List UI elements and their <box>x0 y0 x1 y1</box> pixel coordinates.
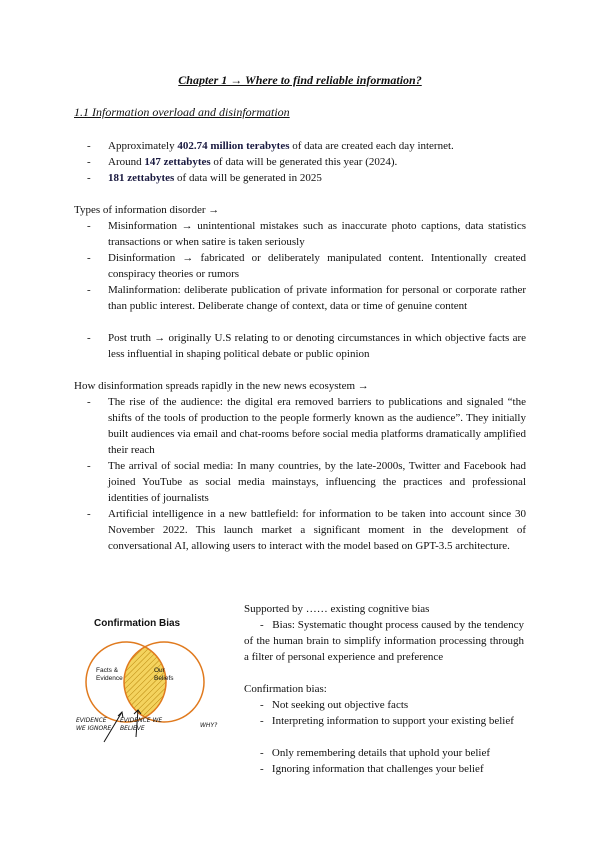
supported-heading: Supported by …… existing cognitive bias <box>244 603 430 615</box>
venn-diagram <box>74 632 234 762</box>
page-title: Chapter 1 → Where to find reliable information? <box>178 73 422 87</box>
figure-title: Confirmation Bias <box>94 618 181 629</box>
list-item: - Artificial intelligence in a new battlefield: for information to be taken into account since 30 November 2022. This launch market a significant moment in the development of conversational AI, allowing users to interact with the model based on GPT-3.5 architecture. <box>87 508 526 552</box>
section-heading: 1.1 Information overload and disinformation <box>74 105 290 119</box>
cb-heading: Confirmation bias: <box>244 683 327 695</box>
bias-item: - Bias: Systematic thought process caused by the tendency of the human brain to simplify information processing through a filter of personal experience and preference <box>244 619 524 663</box>
list-item: - Only remembering details that uphold your belief <box>260 747 491 759</box>
confirmation-bias-figure <box>74 612 234 762</box>
list-item: - Not seeking out objective facts <box>260 699 409 711</box>
list-item: - Around 147 zettabytes of data will be generated this year (2024). <box>87 156 398 168</box>
list-item: - Disinformation → fabricated or deliberately manipulated content. Intentionally created conspiracy theories or rumors <box>87 252 526 280</box>
facts-label: Facts & Evidence <box>96 667 123 682</box>
list-item: - Ignoring information that challenges your belief <box>260 763 484 775</box>
beliefs-label: Our Beliefs <box>154 667 174 682</box>
evidence-ignore-label: EVIDENCE WE IGNORE <box>76 717 112 732</box>
corner-label: WHY? <box>200 722 218 729</box>
evidence-believe-label: EVIDENCE WE BELIEVE <box>120 717 163 732</box>
spread-heading: How disinformation spreads rapidly in the new news ecosystem → <box>74 380 369 392</box>
types-heading: Types of information disorder → <box>74 204 220 216</box>
list-item: - The rise of the audience: the digital era removed barriers to publications and signaled “the shifts of the tools of production to the people formerly known as the audience”. They initially built audiences via email and chat-rooms before social media platforms dramatically amplified their reach <box>87 396 526 456</box>
list-item: - Misinformation → unintentional mistakes such as inaccurate photo captions, data statistics transactions or when satire is taken seriously <box>87 220 526 248</box>
list-item: - Post truth → originally U.S relating to or denoting circumstances in which objective facts are less influential in shaping political debate or public opinion <box>87 332 526 360</box>
list-item: - Malinformation: deliberate publication of private information for personal or corporate rather than public interest. Deliberate change of context, data or time of genuine content <box>87 284 526 312</box>
list-item: - Approximately 402.74 million terabytes of data are created each day internet. <box>87 140 454 152</box>
list-item: - 181 zettabytes of data will be generated in 2025 <box>87 172 322 184</box>
list-item: - The arrival of social media: In many countries, by the late-2000s, Twitter and Facebook had joined YouTube as social media mainstays, influencing the practices and professional identities of journalists <box>87 460 526 504</box>
list-item: - Interpreting information to support your existing belief <box>260 715 514 727</box>
